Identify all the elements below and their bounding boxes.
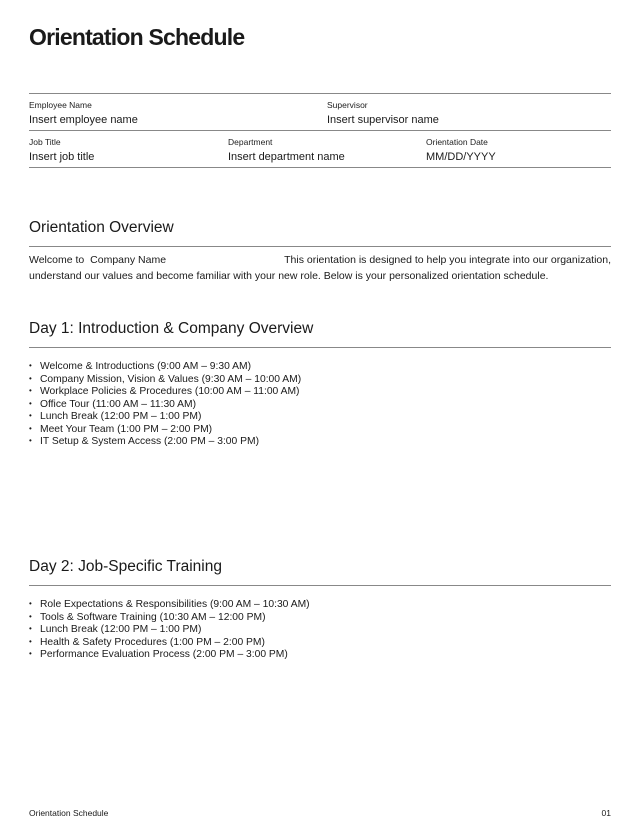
supervisor-label: Supervisor xyxy=(327,100,368,110)
day2-heading: Day 2: Job-Specific Training xyxy=(29,558,222,575)
job-title-label: Job Title xyxy=(29,137,61,147)
supervisor-field[interactable]: Insert supervisor name xyxy=(327,114,439,126)
divider xyxy=(29,93,611,94)
divider xyxy=(29,167,611,168)
company-name-field[interactable]: Company Name xyxy=(90,254,167,266)
overview-text-2: understand our values and become familiar with your new role. Below is your personalized orientation schedule. xyxy=(29,270,549,282)
list-item: • Office Tour (11:00 AM – 11:30 AM) xyxy=(29,399,301,412)
department-label: Department xyxy=(228,137,273,147)
employee-name-field[interactable]: Insert employee name xyxy=(29,114,138,126)
list-item: • Workplace Policies & Procedures (10:00 AM – 11:00 AM) xyxy=(29,386,301,399)
list-item: • Meet Your Team (1:00 PM – 2:00 PM) xyxy=(29,424,301,437)
day1-list xyxy=(29,361,301,449)
list-item: • Role Expectations & Responsibilities (9:00 AM – 10:30 AM) xyxy=(29,599,310,612)
day1-heading: Day 1: Introduction & Company Overview xyxy=(29,320,314,337)
overview-paragraph xyxy=(29,252,611,284)
welcome-text: Welcome to xyxy=(29,254,85,266)
divider xyxy=(29,585,611,586)
divider xyxy=(29,347,611,348)
page-title: Orientation Schedule xyxy=(29,24,245,50)
list-item: • Lunch Break (12:00 PM – 1:00 PM) xyxy=(29,411,301,424)
overview-text-1: This orientation is designed to help you integrate into our organization, xyxy=(284,254,611,266)
job-title-field[interactable]: Insert job title xyxy=(29,151,95,163)
orientation-date-label: Orientation Date xyxy=(426,137,488,147)
list-item: • Health & Safety Procedures (1:00 PM – 2:00 PM) xyxy=(29,637,310,650)
list-item: • IT Setup & System Access (2:00 PM – 3:00 PM) xyxy=(29,436,301,449)
list-item: • Welcome & Introductions (9:00 AM – 9:30 AM) xyxy=(29,361,301,374)
overview-heading: Orientation Overview xyxy=(29,219,174,236)
divider xyxy=(29,246,611,247)
footer-title: Orientation Schedule xyxy=(29,808,109,818)
list-item: • Performance Evaluation Process (2:00 PM – 3:00 PM) xyxy=(29,649,310,662)
employee-name-label: Employee Name xyxy=(29,100,92,110)
department-field[interactable]: Insert department name xyxy=(228,151,345,163)
list-item: • Lunch Break (12:00 PM – 1:00 PM) xyxy=(29,624,310,637)
divider xyxy=(29,130,611,131)
list-item: • Company Mission, Vision & Values (9:30 AM – 10:00 AM) xyxy=(29,374,301,387)
day2-list xyxy=(29,599,310,662)
page-number: 01 xyxy=(601,808,611,818)
orientation-date-field[interactable]: MM/DD/YYYY xyxy=(426,151,496,163)
list-item: • Tools & Software Training (10:30 AM – 12:00 PM) xyxy=(29,612,310,625)
